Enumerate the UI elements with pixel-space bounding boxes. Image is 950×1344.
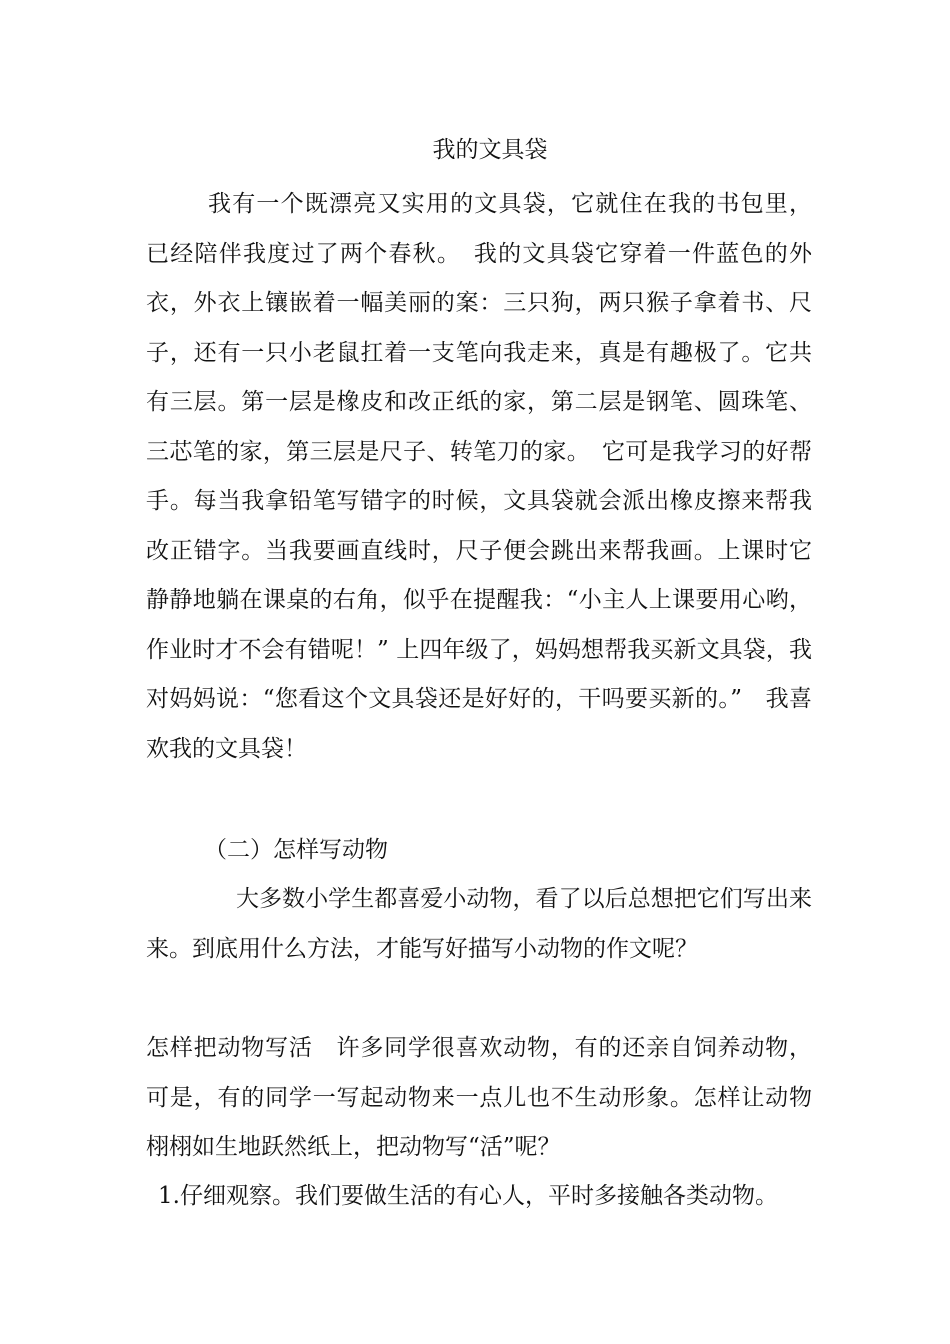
paragraph-intro-animals: 大多数小学生都喜爱小动物，看了以后总想把它们写出来来。到底用什么方法，才能写好描写小动物的作文呢？	[146, 886, 812, 962]
list-item-observe: 1.仔细观察。我们要做生活的有心人，平时多接触各类动物。	[158, 1183, 778, 1209]
paragraph-stationery-bag: 我有一个既漂亮又实用的文具袋，它就住在我的书包里， 已经陪伴我度过了两个春秋。 我的文具袋它穿着一件蓝色的外衣，外衣上镶嵌着一幅美丽的案：三只狗，两只猴子拿着书、尺子，还有一只小老鼠扛着一支笔向我走来，真是有趣极了。它共有三层。第一层是橡皮和改正纸的家，第二层是钢笔、圆珠笔、三芯笔的家，第三层是尺子、转笔刀的家。 它可是我学习的好帮手。每当我拿铅笔写错字的时候，文具袋就会派出橡皮擦来帮我改正错字。当我要画直线时，尺子便会跳出来帮我画。上课时它静静地躺在课桌的右角，似乎在提醒我：“小主人上课要用心哟，作业时才不会有错呢！” 上四年级了，妈妈想帮我买新文具袋，我对妈妈说：“您看这个文具袋还是好好的，干吗要买新的。” 我喜欢我的文具袋！	[146, 191, 812, 762]
section-heading: （二）怎样写动物	[204, 837, 388, 863]
paragraph-make-animals-alive: 怎样把动物写活 许多同学很喜欢动物，有的还亲自饲养动物，可是，有的同学一写起动物来一点儿也不生动形象。怎样让动物栩栩如生地跃然纸上，把动物写“活”呢？	[146, 1035, 812, 1160]
document-title: 我的文具袋	[432, 137, 548, 163]
